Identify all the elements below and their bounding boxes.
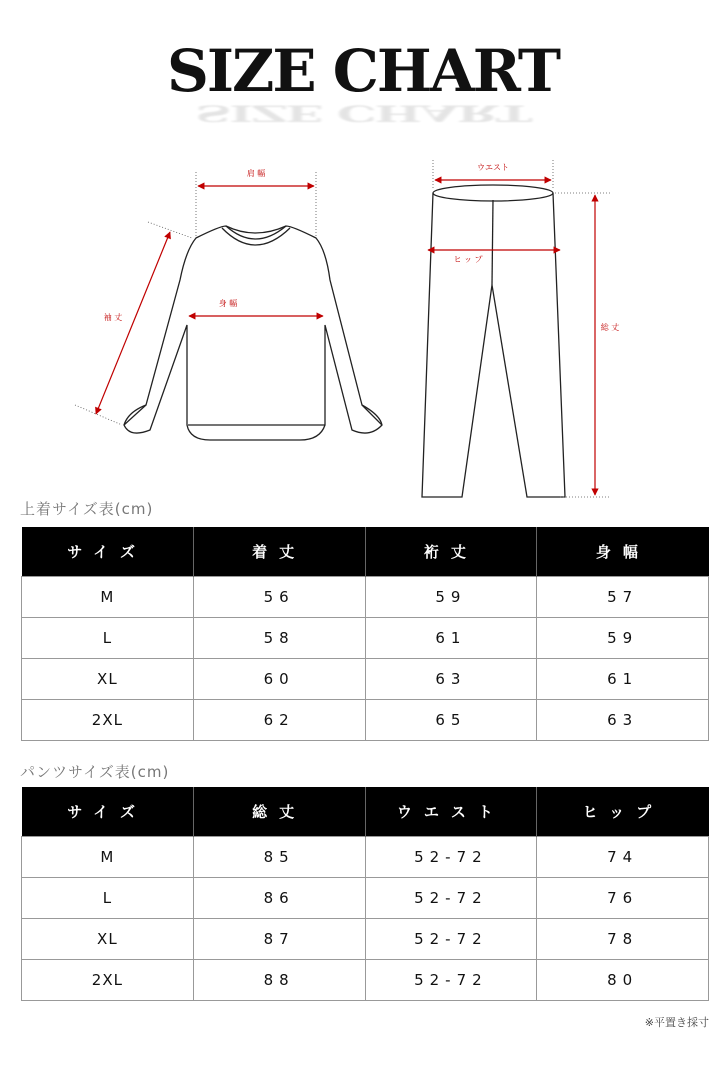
value-cell: 78 <box>537 919 709 960</box>
value-cell: 74 <box>537 837 709 878</box>
table-row <box>22 659 709 700</box>
value-cell: 61 <box>365 618 537 659</box>
value-cell: 61 <box>537 659 709 700</box>
column-header: 総丈 <box>193 787 365 837</box>
size-cell: XL <box>22 659 194 700</box>
value-cell: 57 <box>537 577 709 618</box>
table-row <box>22 618 709 659</box>
size-cell: L <box>22 618 194 659</box>
body-width-label: 身 幅 <box>218 299 238 308</box>
column-header: ウエスト <box>365 787 537 837</box>
value-cell: 52-72 <box>365 878 537 919</box>
table-row <box>22 960 709 1001</box>
waist-label: ウエスト <box>477 163 509 172</box>
footnote: ※平置き採寸 <box>644 1016 709 1029</box>
value-cell: 88 <box>193 960 365 1001</box>
value-cell: 52-72 <box>365 919 537 960</box>
value-cell: 62 <box>193 700 365 741</box>
value-cell: 76 <box>537 878 709 919</box>
column-header: 着丈 <box>193 527 365 577</box>
table-header-row <box>22 527 709 577</box>
column-header: 裄丈 <box>365 527 537 577</box>
value-cell: 80 <box>537 960 709 1001</box>
size-cell: L <box>22 878 194 919</box>
table-row <box>22 878 709 919</box>
top-size-table <box>21 527 709 741</box>
value-cell: 59 <box>365 577 537 618</box>
value-cell: 60 <box>193 659 365 700</box>
value-cell: 85 <box>193 837 365 878</box>
table-row <box>22 919 709 960</box>
size-cell: 2XL <box>22 960 194 1001</box>
value-cell: 86 <box>193 878 365 919</box>
table-row <box>22 700 709 741</box>
value-cell: 52-72 <box>365 837 537 878</box>
size-cell: 2XL <box>22 700 194 741</box>
garment-diagram <box>0 0 726 510</box>
sweatshirt-outline <box>124 226 382 440</box>
size-cell: M <box>22 577 194 618</box>
column-header: ヒップ <box>537 787 709 837</box>
pants-outline <box>422 185 565 497</box>
page-title: SIZE CHART <box>166 37 560 105</box>
hip-label: ヒ ッ プ <box>453 255 483 264</box>
value-cell: 87 <box>193 919 365 960</box>
value-cell: 63 <box>537 700 709 741</box>
top-table-caption: 上着サイズ表(cm) <box>20 500 154 518</box>
total-length-label: 総 丈 <box>600 323 620 332</box>
title-reflection: SIZE CHART <box>195 99 531 127</box>
table-header-row <box>22 787 709 837</box>
table-row <box>22 837 709 878</box>
value-cell: 63 <box>365 659 537 700</box>
column-header: 身幅 <box>537 527 709 577</box>
sleeve-label: 袖 丈 <box>103 313 123 322</box>
pants-size-table <box>21 787 709 1001</box>
value-cell: 59 <box>537 618 709 659</box>
pants-table-caption: パンツサイズ表(cm) <box>20 763 170 781</box>
value-cell: 56 <box>193 577 365 618</box>
column-header: サイズ <box>22 787 194 837</box>
table-row <box>22 577 709 618</box>
column-header: サイズ <box>22 527 194 577</box>
value-cell: 52-72 <box>365 960 537 1001</box>
value-cell: 65 <box>365 700 537 741</box>
size-cell: XL <box>22 919 194 960</box>
shoulder-label: 肩 幅 <box>246 169 266 178</box>
size-cell: M <box>22 837 194 878</box>
value-cell: 58 <box>193 618 365 659</box>
